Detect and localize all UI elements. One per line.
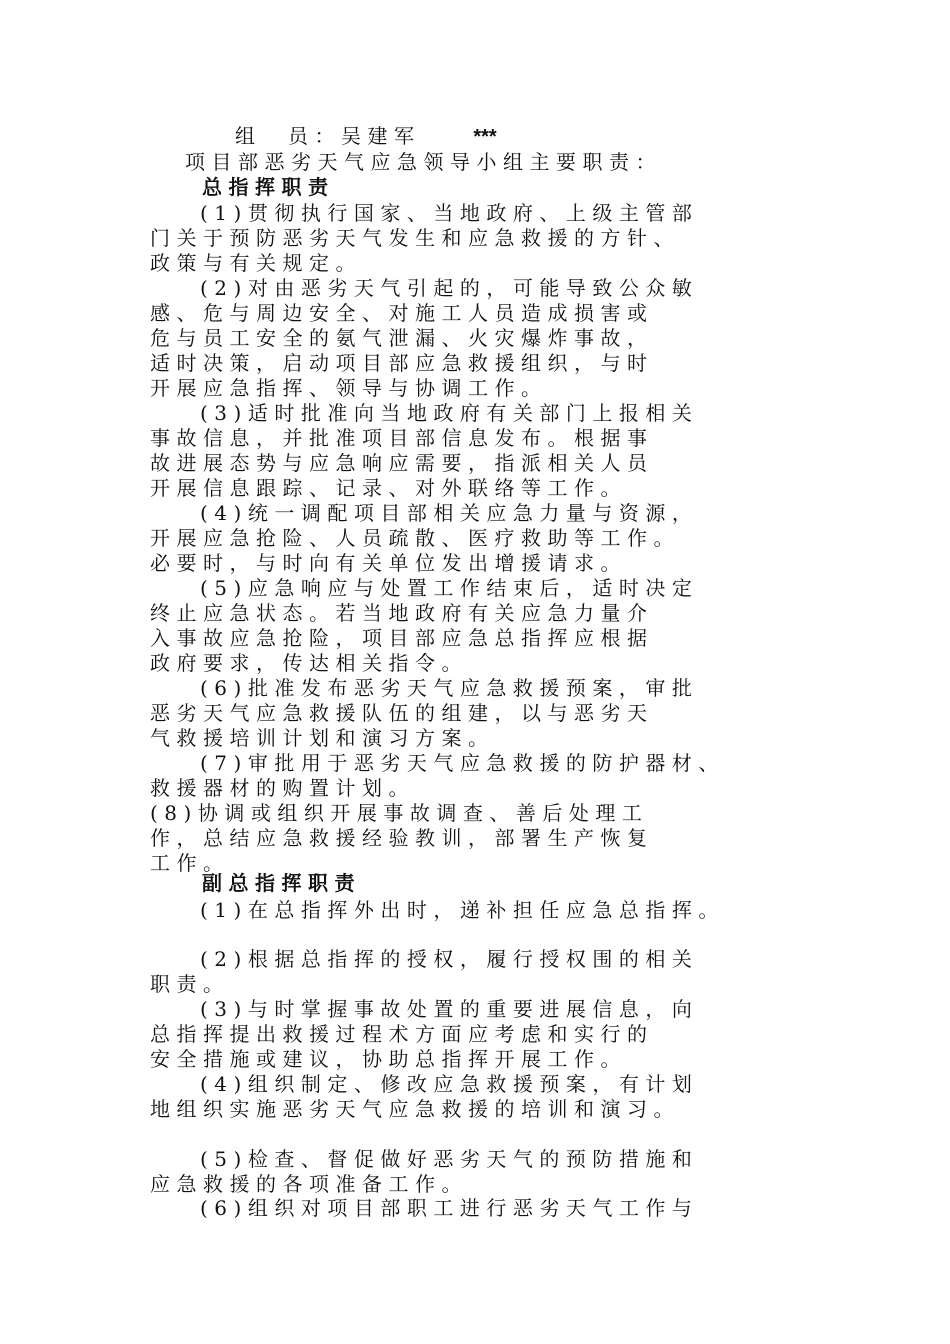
- deputy-line: (1)在总指挥外出时，递补担任应急总指挥。: [200, 898, 725, 922]
- member-label: 组 员：吴建军: [235, 124, 421, 148]
- commander-line: (1)贯彻执行国家、当地政府、上级主管部: [200, 201, 699, 225]
- commander-line: 适时决策，启动项目部应急救援组织，与时: [150, 351, 654, 375]
- commander-line: 政策与有关规定。: [150, 251, 362, 275]
- member-stars: ***: [473, 126, 497, 148]
- commander-line: 救援器材的购置计划。: [150, 776, 415, 800]
- member-line: [235, 124, 497, 149]
- commander-line: 入事故应急抢险，项目部应急总指挥应根据: [150, 626, 654, 650]
- commander-line: 开展信息跟踪、记录、对外联络等工作。: [150, 476, 627, 500]
- commander-line: (2)对由恶劣天气引起的，可能导致公众敏: [200, 276, 699, 300]
- deputy-line: 应急救援的各项准备工作。: [150, 1172, 468, 1196]
- commander-line: 作，总结应急救援经验教训，部署生产恢复: [150, 826, 654, 850]
- commander-line: 事故信息，并批准项目部信息发布。根据事: [150, 426, 654, 450]
- commander-line: 工作。: [150, 851, 230, 875]
- commander-line: 危与员工安全的氨气泄漏、火灾爆炸事故，: [150, 326, 654, 350]
- deputy-line: (4)组织制定、修改应急救援预案，有计划: [200, 1072, 699, 1096]
- commander-line: 感、危与周边安全、对施工人员造成损害或: [150, 301, 654, 325]
- deputy-heading: 副总指挥职责: [202, 871, 361, 895]
- commander-line: (3)适时批准向当地政府有关部门上报相关: [200, 401, 699, 425]
- commander-line: 门关于预防恶劣天气发生和应急救援的方针、: [150, 226, 680, 250]
- deputy-line: (6)组织对项目部职工进行恶劣天气工作与: [200, 1196, 699, 1220]
- commander-line: (5)应急响应与处置工作结束后，适时决定: [200, 576, 699, 600]
- deputy-line: 地组织实施恶劣天气应急救援的培训和演习。: [150, 1097, 680, 1121]
- commander-line: (7)审批用于恶劣天气应急救援的防护器材、: [200, 751, 725, 775]
- deputy-line: 安全措施或建议，协助总指挥开展工作。: [150, 1047, 627, 1071]
- commander-line: (8)协调或组织开展事故调查、善后处理工: [150, 801, 649, 825]
- deputy-line: 职责。: [150, 972, 230, 996]
- commander-line: 政府要求，传达相关指令。: [150, 651, 468, 675]
- commander-line: 故进展态势与应急响应需要，指派相关人员: [150, 451, 654, 475]
- duties-intro: 项目部恶劣天气应急领导小组主要职责：: [185, 150, 662, 174]
- commander-line: 终止应急状态。若当地政府有关应急力量介: [150, 601, 654, 625]
- deputy-line: (3)与时掌握事故处置的重要进展信息，向: [200, 997, 699, 1021]
- commander-line: 开展应急指挥、领导与协调工作。: [150, 376, 548, 400]
- commander-line: 气救援培训计划和演习方案。: [150, 726, 495, 750]
- commander-line: (6)批准发布恶劣天气应急救援预案，审批: [200, 676, 699, 700]
- commander-line: 恶劣天气应急救援队伍的组建，以与恶劣天: [150, 701, 654, 725]
- commander-line: 开展应急抢险、人员疏散、医疗救助等工作。: [150, 526, 680, 550]
- commander-heading: 总指挥职责: [202, 175, 335, 199]
- deputy-line: (5)检查、督促做好恶劣天气的预防措施和: [200, 1147, 699, 1171]
- commander-line: 必要时，与时向有关单位发出增援请求。: [150, 551, 627, 575]
- commander-line: (4)统一调配项目部相关应急力量与资源，: [200, 501, 699, 525]
- deputy-line: (2)根据总指挥的授权，履行授权围的相关: [200, 947, 699, 971]
- deputy-line: 总指挥提出救援过程术方面应考虑和实行的: [150, 1022, 654, 1046]
